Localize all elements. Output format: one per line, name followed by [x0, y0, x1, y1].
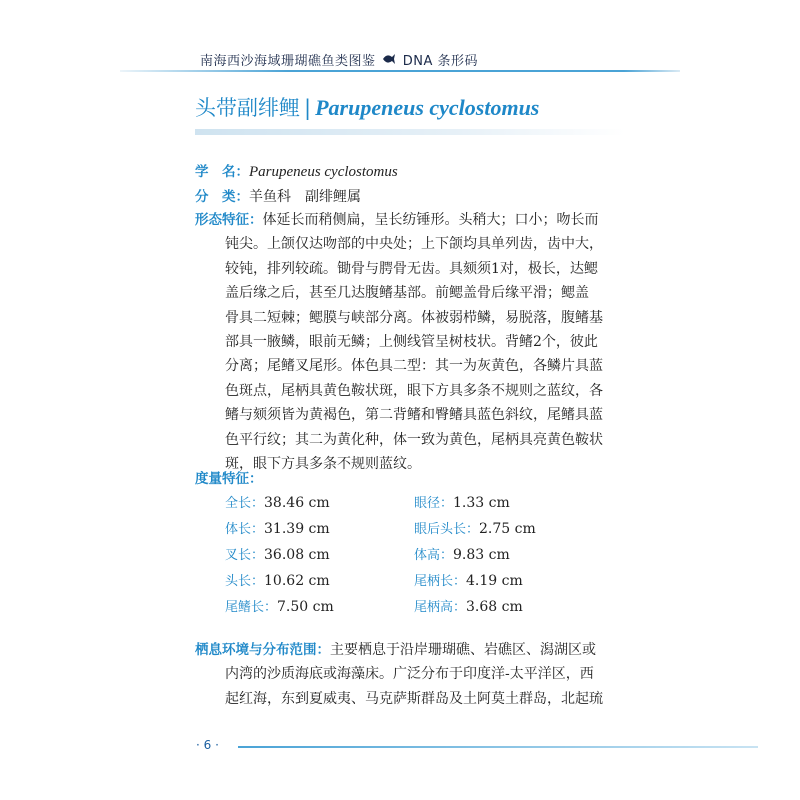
measurement-value: 36.08 cm [264, 547, 330, 563]
morphology-line: 分离；尾鳍叉尾形。体色具二型：其一为灰黄色，各鳞片具蓝 [225, 358, 603, 375]
morphology-label: 形态特征： [195, 212, 263, 228]
measurement-label: 眼后头长： [414, 522, 480, 537]
header-title [200, 50, 478, 69]
measurement-value: 3.68 cm [466, 599, 523, 615]
species-scientific-name: Parupeneus cyclostomus [315, 95, 540, 120]
species-chinese-name: 头带副绯鲤 [195, 96, 300, 120]
classification-label: 分 类： [195, 189, 249, 205]
classification-row [195, 185, 361, 209]
morphology-line: 钝尖。上颌仅达吻部的中央处；上下颌均具单列齿，齿中大， [225, 236, 603, 253]
measurement-value: 10.62 cm [264, 573, 330, 589]
habitat-line: 内湾的沙质海底或海藻床。广泛分布于印度洋-太平洋区，西 [225, 666, 594, 683]
measurement-label: 尾柄高： [414, 600, 467, 615]
habitat-label: 栖息环境与分布范围： [195, 642, 330, 658]
scientific-name-value: Parupeneus cyclostomus [249, 164, 398, 180]
measurement-label: 眼径： [414, 496, 454, 511]
measurement-item [225, 596, 334, 615]
measurement-label: 尾柄长： [414, 574, 467, 589]
header-title-text: 南海西沙海域珊瑚礁鱼类图鉴 [200, 54, 376, 69]
running-header [120, 40, 680, 70]
morphology-line: 部具一腋鳞，眼前无鳞；上侧线管呈树枝状。背鳍2个，彼此 [225, 334, 598, 351]
habitat-line: 主要栖息于沿岸珊瑚礁、岩礁区、潟湖区或 [330, 642, 596, 658]
scientific-name-row [195, 160, 398, 184]
measurement-value: 31.39 cm [264, 521, 330, 537]
measurement-value: 4.19 cm [466, 573, 523, 589]
measurement-item [414, 570, 523, 589]
measurement-label: 尾鳍长： [225, 600, 278, 615]
measurement-item [414, 596, 523, 615]
title-separator: | [304, 96, 312, 120]
measurement-value: 9.83 cm [453, 547, 510, 563]
measurement-item [414, 492, 510, 511]
fish-icon [380, 53, 398, 69]
measurement-value: 2.75 cm [479, 521, 536, 537]
morphology-line: 体延长而稍侧扁，呈长纺锤形。头稍大；口小；吻长而 [262, 212, 599, 228]
measurements-heading [195, 467, 263, 491]
morphology-line: 较钝，排列较疏。锄骨与腭骨无齿。具颏须1对，极长，达鳃 [225, 260, 598, 277]
measurement-item [414, 544, 510, 563]
habitat-line: 起红海，东到夏威夷、马克萨斯群岛及土阿莫土群岛，北起琉 [225, 690, 603, 707]
header-subtitle-text: DNA 条形码 [402, 54, 479, 69]
measurement-item [414, 518, 536, 537]
measurements-label: 度量特征： [195, 471, 263, 487]
species-title [195, 92, 539, 122]
measurement-value: 1.33 cm [453, 495, 510, 511]
morphology-line: 色斑点，尾柄具黄色鞍状斑，眼下方具多条不规则之蓝纹，各 [225, 382, 603, 399]
footer-divider [238, 746, 758, 748]
measurement-item [225, 492, 330, 511]
measurement-label: 叉长： [225, 548, 265, 563]
morphology-line: 盖后缘之后，甚至几达腹鳍基部。前鳃盖骨后缘平滑；鳃盖 [225, 285, 589, 302]
measurement-value: 7.50 cm [277, 599, 334, 615]
measurement-label: 体长： [225, 522, 265, 537]
measurement-item [225, 570, 330, 589]
morphology-line: 鳍与颏须皆为黄褐色，第二背鳍和臀鳍具蓝色斜纹，尾鳍具蓝 [225, 407, 603, 424]
measurement-item [225, 518, 330, 537]
morphology-line: 斑，眼下方具多条不规则蓝纹。 [225, 456, 421, 473]
measurement-label: 全长： [225, 496, 265, 511]
habitat-paragraph [195, 638, 615, 711]
title-underline-bar [195, 129, 625, 135]
page-number: · 6 · [196, 738, 219, 752]
scientific-name-label: 学 名： [195, 164, 249, 180]
measurement-label: 体高： [414, 548, 454, 563]
measurement-label: 头长： [225, 574, 265, 589]
morphology-line: 色平行纹；其二为黄化种，体一致为黄色，尾柄具亮黄色鞍状 [225, 431, 603, 448]
fish-icon-svg [382, 53, 396, 65]
classification-value: 羊鱼科 副绯鲤属 [249, 189, 361, 205]
measurement-value: 38.46 cm [264, 495, 330, 511]
morphology-line: 骨具二短棘；鳃膜与峡部分离。体被弱栉鳞，易脱落，腹鳍基 [225, 309, 603, 326]
morphology-paragraph [195, 208, 615, 476]
measurement-item [225, 544, 330, 563]
header-divider [120, 70, 680, 72]
